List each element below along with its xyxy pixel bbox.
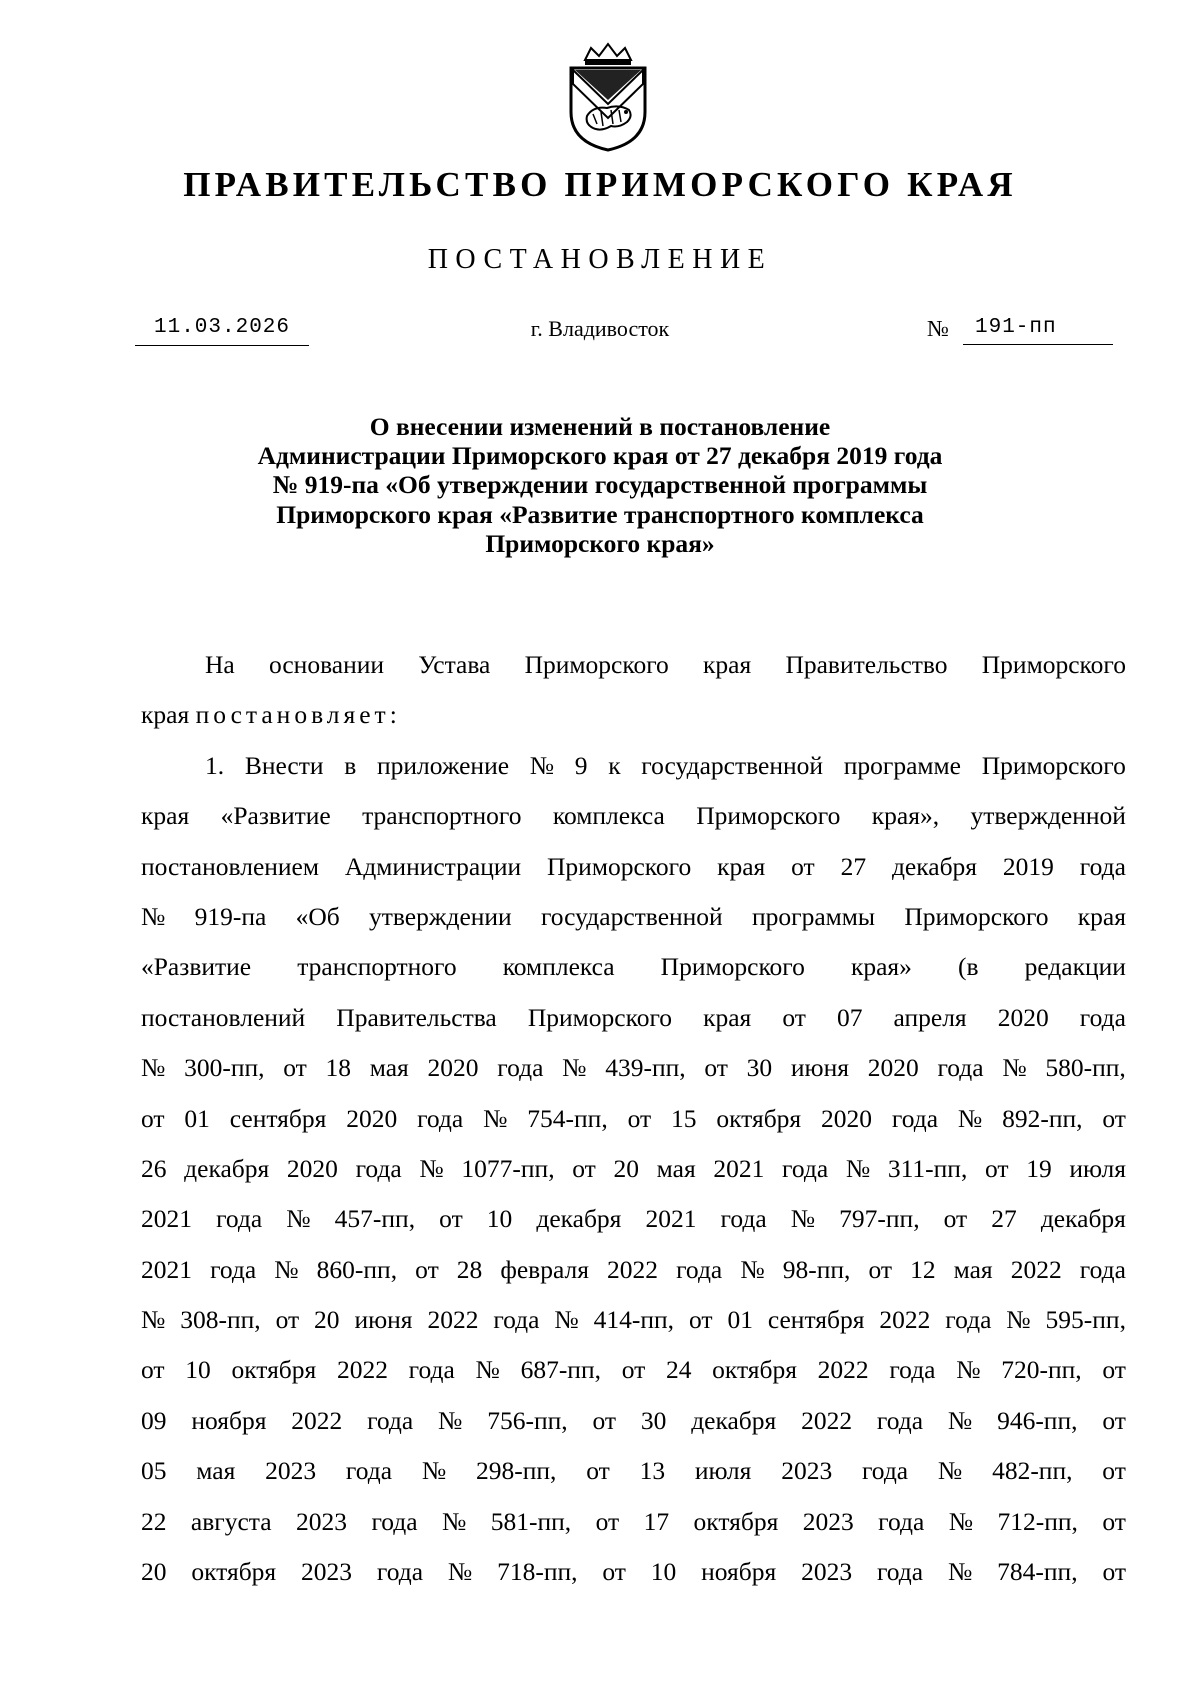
word: 01 [184, 1103, 210, 1133]
word: 414-пп, [593, 1305, 675, 1335]
word: 20 [141, 1557, 167, 1587]
word: утверждении [369, 901, 512, 931]
word: транспортного [297, 952, 457, 982]
word: от [627, 1103, 652, 1133]
word: ноября [191, 1405, 267, 1435]
word: от [595, 1506, 620, 1536]
item1-line [141, 1497, 1126, 1547]
word: Приморского [904, 901, 1049, 931]
word: 20 [613, 1153, 639, 1183]
subject-line: Администрации Приморского края от 27 декабря 2019 года [257, 441, 943, 471]
word: 2020 [997, 1002, 1049, 1032]
word: октября [231, 1355, 317, 1385]
word: года [891, 1103, 939, 1133]
word: года [876, 1405, 924, 1435]
word: февраля [500, 1254, 589, 1284]
word: 10 [486, 1204, 513, 1234]
word: от [1102, 1405, 1126, 1435]
document-number: 191-пп [963, 313, 1113, 345]
word: Приморского [981, 750, 1126, 780]
word: 2022 [607, 1254, 659, 1284]
word: 580-пп, [1045, 1053, 1126, 1083]
document-city: г. Владивосток [530, 316, 670, 341]
document-date: 11.03.2026 [135, 313, 309, 346]
coat-of-arms-icon [563, 42, 653, 152]
word: от [791, 851, 815, 881]
word: года [676, 1254, 723, 1284]
preamble-line [141, 640, 1126, 690]
word: Внести [244, 750, 324, 780]
word: октября [191, 1557, 277, 1587]
document-body [141, 640, 1126, 1597]
word: 2023 [801, 1557, 853, 1587]
word: 09 [141, 1405, 167, 1435]
word: от [415, 1254, 439, 1284]
word: Приморского [524, 650, 669, 679]
word: 28 [456, 1254, 483, 1284]
government-title: ПРАВИТЕЛЬСТВО ПРИМОРСКОГО КРАЯ [183, 165, 1017, 204]
word: № [947, 1405, 973, 1435]
word: от [943, 1204, 968, 1234]
word: 2022 [427, 1305, 479, 1335]
subject-line: Приморского края» [485, 528, 715, 558]
item1-line [141, 1295, 1126, 1345]
word: 1077-пп, [461, 1153, 555, 1183]
word: 2020 [821, 1103, 873, 1133]
word: 712-пп, [997, 1506, 1078, 1536]
word: мая [369, 1053, 409, 1083]
word: 17 [643, 1506, 670, 1536]
word: редакции [1024, 952, 1126, 982]
word: декабря [691, 1405, 777, 1435]
word: от [782, 1002, 806, 1032]
subject-line: Приморского края «Развитие транспортного комплекса [276, 499, 924, 529]
word: года [493, 1305, 540, 1335]
word: 2022 [801, 1405, 853, 1435]
word: 946-пп, [997, 1405, 1078, 1435]
word: года [861, 1456, 909, 1486]
word: государственной [540, 901, 723, 931]
word: 2020 [346, 1103, 398, 1133]
word: 2023 [802, 1506, 854, 1536]
word: 10 [185, 1355, 211, 1385]
word: Приморского [527, 1002, 673, 1032]
word: 27 [840, 851, 867, 881]
word: № [419, 1153, 444, 1183]
word: декабря [536, 1204, 622, 1234]
word: от [592, 1405, 617, 1435]
word: 2019 [1002, 851, 1054, 881]
word: декабря [891, 851, 978, 881]
word: 22 [141, 1506, 167, 1536]
word: от [572, 1153, 596, 1183]
word: от [704, 1053, 728, 1083]
word: 581-пп, [490, 1506, 572, 1536]
word: от [985, 1153, 1009, 1183]
item1-line [141, 1043, 1126, 1093]
word: 2022 [879, 1305, 931, 1335]
word: 26 [141, 1153, 167, 1183]
word: 482-пп, [992, 1456, 1073, 1486]
word: апреля [893, 1002, 967, 1032]
word: № [442, 1506, 467, 1536]
item1-line [141, 1194, 1126, 1244]
word: края [703, 1002, 752, 1032]
word: 2020 [867, 1053, 919, 1083]
word: 24 [665, 1355, 692, 1385]
word: края [703, 650, 752, 679]
word: основании [268, 650, 385, 679]
word: утвержденной [970, 801, 1126, 831]
word: декабря [1040, 1204, 1126, 1234]
word: Приморского [696, 801, 841, 831]
word: года [376, 1557, 424, 1587]
word: 05 [141, 1456, 167, 1486]
word: от [1102, 1456, 1126, 1486]
word: программе [843, 750, 961, 780]
word: № [554, 1305, 579, 1335]
word: Правительство [785, 650, 948, 679]
word: 2023 [296, 1506, 348, 1536]
word: от [586, 1456, 610, 1486]
item1-line [141, 1245, 1126, 1295]
item1-line [141, 1446, 1126, 1496]
word: № [562, 1053, 587, 1083]
word: комплекса [552, 801, 665, 831]
word: 797-пп, [839, 1204, 920, 1234]
word: к [608, 750, 621, 780]
word: 2022 [817, 1355, 869, 1385]
word: государственной [641, 750, 824, 780]
word: года [945, 1305, 992, 1335]
word: 12 [910, 1254, 936, 1284]
word: 718-пп, [497, 1557, 578, 1587]
word: года [216, 1204, 263, 1234]
word: № [956, 1355, 981, 1385]
resolves-word: постановляет: [195, 700, 401, 730]
word: мая [196, 1456, 236, 1486]
word: 01 [727, 1305, 753, 1335]
word: края [717, 851, 766, 881]
word: года [720, 1204, 767, 1234]
number-sign: № [927, 316, 949, 341]
word: 10 [650, 1557, 677, 1587]
word: от [1102, 1103, 1126, 1133]
word: 784-пп, [997, 1557, 1078, 1587]
word: 2021 [713, 1153, 765, 1183]
word: Приморского [981, 650, 1126, 679]
word: года [1079, 1002, 1126, 1032]
word: комплекса [502, 952, 615, 982]
word: постановлением [141, 851, 320, 881]
word: 720-пп, [1001, 1355, 1082, 1385]
item1-line [141, 1547, 1126, 1597]
word: от [688, 1305, 713, 1335]
word: № [937, 1456, 963, 1486]
word: года [889, 1355, 936, 1385]
word: 2021 [141, 1204, 192, 1234]
word: года [345, 1456, 393, 1486]
word: ноября [701, 1557, 777, 1587]
document-type: ПОСТАНОВЛЕНИЕ [427, 244, 773, 275]
word: июня [354, 1305, 413, 1335]
subject-line: № 919-па «Об утверждении государственной программы [272, 470, 928, 500]
word: июля [694, 1456, 752, 1486]
word: 30 [640, 1405, 667, 1435]
word: года [937, 1053, 984, 1083]
word: 2023 [781, 1456, 833, 1486]
word: транспортного [362, 801, 522, 831]
word: 595-пп, [1045, 1305, 1126, 1335]
word: 2022 [336, 1355, 388, 1385]
word: 2023 [265, 1456, 317, 1486]
word: Правительства [336, 1002, 497, 1032]
word: 07 [836, 1002, 863, 1032]
subject-line: О внесении изменений в постановление [369, 412, 831, 441]
word: 30 [746, 1053, 773, 1083]
word: На [205, 650, 235, 679]
word: № [947, 1557, 973, 1587]
word: в [344, 750, 357, 780]
word: года [497, 1053, 544, 1083]
word: года [210, 1254, 257, 1284]
word: августа [190, 1506, 272, 1536]
word: 439-пп, [605, 1053, 686, 1083]
item1-line [141, 1144, 1126, 1194]
word: года [782, 1153, 829, 1183]
word: 18 [325, 1053, 352, 1083]
word: 919-па [194, 901, 267, 931]
word: 15 [671, 1103, 697, 1133]
item1-line [141, 791, 1126, 841]
word: октября [693, 1506, 779, 1536]
word: 2020 [286, 1153, 338, 1183]
word: 892-пп, [1002, 1103, 1083, 1133]
word: июля [1069, 1153, 1126, 1183]
item1-line [141, 1396, 1126, 1446]
word: № [141, 901, 166, 931]
word: программы [751, 901, 876, 931]
word: края [1077, 901, 1126, 931]
word: № [1002, 1053, 1027, 1083]
word: 2021 [645, 1204, 697, 1234]
word: 19 [1026, 1153, 1052, 1183]
word: Администрации [344, 851, 522, 881]
word: 756-пп, [487, 1405, 568, 1435]
word: от [1102, 1506, 1126, 1536]
word: «Развитие [141, 952, 252, 982]
preamble-line [141, 690, 1126, 740]
word: № [529, 750, 555, 780]
word: № [141, 1305, 166, 1335]
word: года [876, 1557, 924, 1587]
word: 2023 [301, 1557, 353, 1587]
word: 687-пп, [520, 1355, 601, 1385]
word: года [371, 1506, 418, 1536]
word: 298-пп, [475, 1456, 557, 1486]
word: № [790, 1204, 816, 1234]
word: 2020 [427, 1053, 479, 1083]
word: сентября [767, 1305, 865, 1335]
word: № [948, 1506, 974, 1536]
word: «Об [295, 901, 340, 931]
word: 2022 [1010, 1254, 1062, 1284]
word: 300-пп, [184, 1053, 265, 1083]
word: № [447, 1557, 473, 1587]
word: от [141, 1355, 165, 1385]
word: декабря [184, 1153, 270, 1183]
item1-line [141, 842, 1126, 892]
word: от [868, 1254, 893, 1284]
word: № [1006, 1305, 1031, 1335]
word: от [602, 1557, 626, 1587]
word: 1. [205, 750, 225, 780]
word: сентября [229, 1103, 327, 1133]
word: года [367, 1405, 414, 1435]
word: 20 [314, 1305, 340, 1335]
word: № [141, 1053, 166, 1083]
word: Приморского [660, 952, 805, 982]
word: № [274, 1254, 299, 1284]
word: октября [712, 1355, 797, 1385]
word: от [621, 1355, 646, 1385]
word: 311-пп, [887, 1153, 968, 1183]
word: года [417, 1103, 464, 1133]
word: 2022 [291, 1405, 343, 1435]
item1-line [141, 892, 1126, 942]
word: № [475, 1355, 500, 1385]
word: № [438, 1405, 463, 1435]
word: 2021 [141, 1254, 192, 1284]
word: № [483, 1103, 508, 1133]
word: 9 [574, 750, 588, 780]
word: № [957, 1103, 983, 1133]
word: года [1079, 1254, 1126, 1284]
word: от [275, 1305, 300, 1335]
item1-line [141, 1345, 1126, 1395]
word: 27 [991, 1204, 1017, 1234]
word: года [408, 1355, 455, 1385]
word: года [355, 1153, 402, 1183]
item1-line [141, 1094, 1126, 1144]
word: № [740, 1254, 765, 1284]
word: от [1102, 1355, 1126, 1385]
item1-line [141, 993, 1126, 1043]
word: года [1079, 851, 1126, 881]
word: 308-пп, [180, 1305, 261, 1335]
word: 860-пп, [316, 1254, 398, 1284]
word: от [1102, 1557, 1126, 1587]
word: постановлений [141, 1002, 306, 1032]
word: июня [790, 1053, 849, 1083]
word: края [141, 801, 190, 831]
word: № [845, 1153, 871, 1183]
word: года [878, 1506, 925, 1536]
word: края», [871, 801, 940, 831]
word: от [283, 1053, 307, 1083]
word: 98-пп, [782, 1254, 851, 1284]
word: (в [957, 952, 979, 982]
word: № [421, 1456, 447, 1486]
word: Приморского [547, 851, 692, 881]
word: от [141, 1103, 165, 1133]
word: края» [850, 952, 912, 982]
word: № [286, 1204, 311, 1234]
word: 457-пп, [334, 1204, 416, 1234]
word: от [439, 1204, 463, 1234]
preamble-word: края [141, 700, 190, 730]
item1-line [141, 741, 1126, 791]
document-subject [200, 412, 1000, 558]
word: приложение [376, 750, 510, 780]
word: мая [656, 1153, 696, 1183]
word: октября [716, 1103, 802, 1133]
word: «Развитие [220, 801, 331, 831]
word: Устава [418, 650, 491, 679]
word: 13 [639, 1456, 666, 1486]
word: мая [953, 1254, 993, 1284]
word: 754-пп, [527, 1103, 608, 1133]
item1-line [141, 942, 1126, 992]
